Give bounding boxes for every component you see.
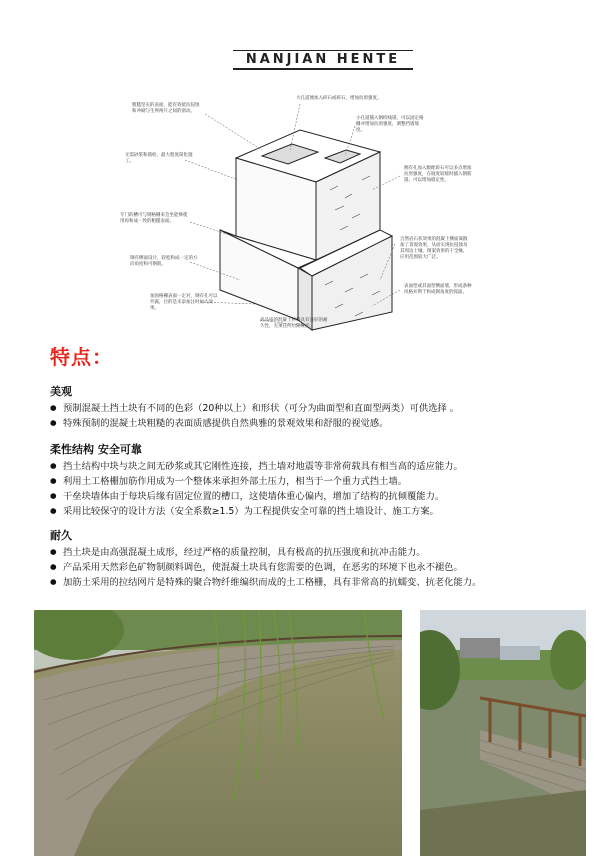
- callout-text: 加固格栅表面一定对，钢有孔可以外露，目的是未添加注时加大效果。: [150, 294, 218, 311]
- bullet-item: ● 利用土工格栅加筋作用成为一个整体来承担外部土压力，相当于一个重力式挡土墙。: [50, 474, 590, 489]
- section-beauty: [50, 383, 590, 431]
- photo-retaining-wall-river: [34, 610, 402, 856]
- callout-text: 小孔道插入钢绞线锚，可以固定格栅并增加抗剪强度，调整挡墙坡度。: [356, 116, 424, 133]
- bullet-item: ● 干垒块墙体由于每块后缘有固定位置的槽口，这使墙体重心偏内，增加了结构的抗倾覆能力。: [50, 489, 590, 504]
- section-durable: [50, 527, 590, 590]
- section-flexible: [50, 441, 590, 519]
- photo-wall-with-railing: [420, 610, 586, 856]
- bullet-item: ● 加筋土采用的拉结网片是特殊的聚合物纤维编织而成的土工格栅，具有非常高的抗蠕变、抗老化能力。: [50, 575, 590, 590]
- callout-text: 自然岩石状效果的混凝土侧面离散加了景观效果，从而实现抗侵蚀及其周边土壤，图案效果的干全缘，应用范围较大广泛。: [400, 237, 468, 260]
- block-diagram: [0, 80, 600, 340]
- section-heading: 美观: [50, 385, 72, 398]
- callout-text: 专门的槽可与钢格栅来会坐能够使用再和成一致的粗糙表面。: [120, 213, 188, 224]
- bullet-item: ● 采用比较保守的设计方法（安全系数≥1.5）为工程提供安全可靠的挡土墙设计、施工方案。: [50, 504, 590, 519]
- callout-text: 高品质的混凝土材料具有良好的耐久性，无须任何后期维护。: [260, 318, 328, 329]
- callout-text: 大孔道便加入碎石或碎石，增加抗剪强度。: [296, 96, 382, 101]
- brand-underline: [233, 68, 413, 70]
- bullet-item: ● 挡土结构中块与块之间无砂浆或其它刚性连接，挡土墙对地震等非常荷载具有相当高的适应能力。: [50, 459, 590, 474]
- features-title: 特点：: [50, 345, 113, 369]
- bullet-item: ● 预制混凝土挡土块有不同的色彩（20种以上）和形状（可分为曲面型和直面型两类）可供选择 。: [50, 401, 590, 416]
- section-heading: 耐久: [50, 529, 72, 542]
- callout-text: 粗糙坚实的表面，能有效抵抗侵蚀和冲刷与生界两片之间的滑动。: [132, 103, 200, 114]
- bullet-item: ● 特殊预制的混凝土块粗糙的表面质感提供自然典雅的景观效果和舒服的视觉感。: [50, 416, 590, 431]
- brand-overline: [233, 50, 413, 51]
- callout-text: 钢有侧面设计，较松和成一定的方向角度和可钢筋。: [130, 256, 198, 267]
- bullet-item: ● 产品采用天然彩色矿物制颜料调色，使混凝土块具有您需要的色调，在恶劣的环境下也永不褪色。: [50, 560, 590, 575]
- brand-title: NANJIAN HENTE: [245, 52, 401, 67]
- callout-text: 表面型或其面型侧面墙，形成条种风格并利于和成钢角度的弧面。: [404, 284, 472, 295]
- section-heading: 柔性结构 安全可靠: [50, 443, 142, 456]
- callout-text: 无需砂浆和锚栓，最大程度简化施工。: [125, 153, 193, 164]
- callout-text: 拥有孔加入级配碎石可以多点增加抗剪强度，在坡度较缓时插入钢筋锚，可以增加稳定性。: [404, 166, 472, 183]
- bullet-item: ● 挡土块是由高强混凝土成形，经过严格的质量控制，具有极高的抗压强度和抗冲击能力。: [50, 545, 590, 560]
